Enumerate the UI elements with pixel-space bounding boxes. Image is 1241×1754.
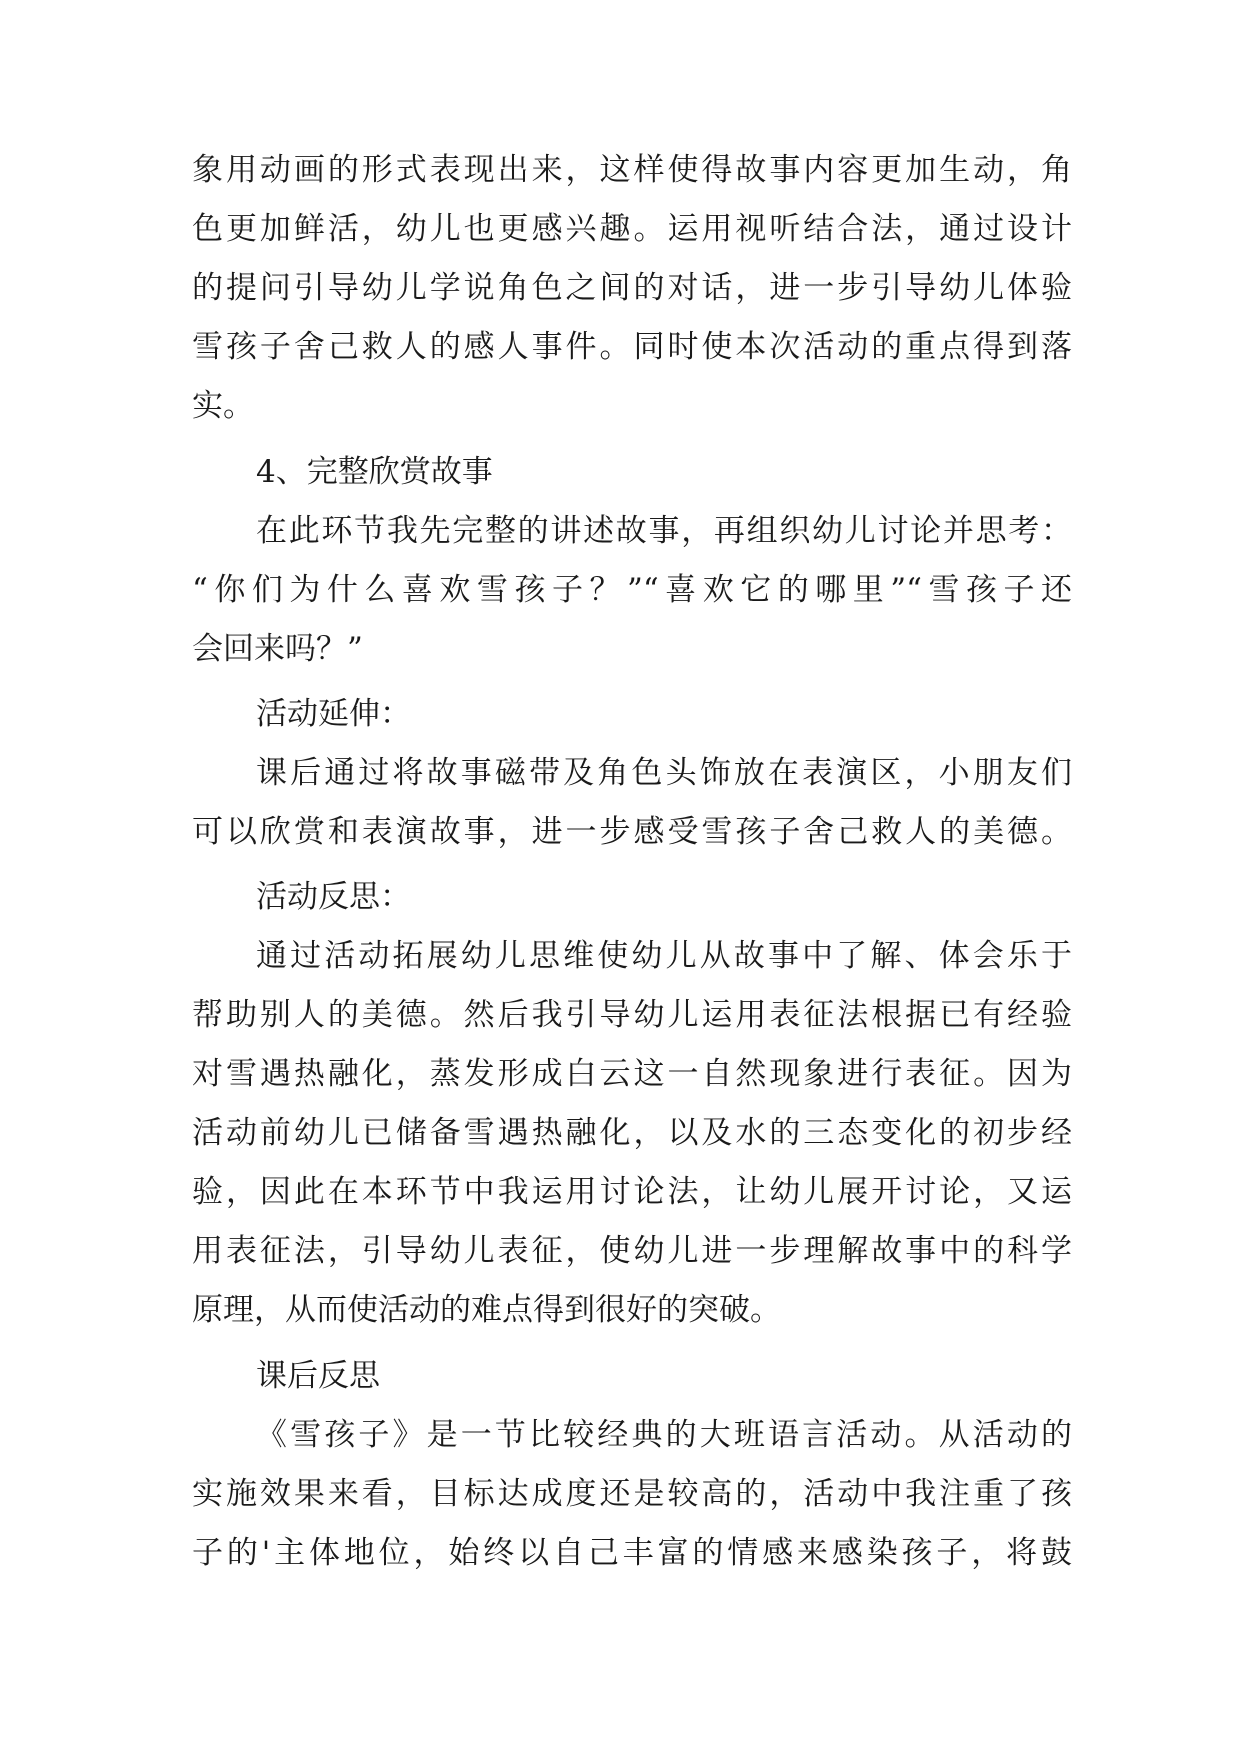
text-line: 对雪遇热融化，蒸发形成白云这一自然现象进行表征。因为 (192, 1056, 1072, 1092)
text-line: 会回来吗？” (192, 631, 363, 667)
section-heading: 活动反思： (256, 879, 411, 915)
section-heading: 课后反思 (256, 1358, 380, 1394)
text-line: 色更加鲜活，幼儿也更感兴趣。运用视听结合法，通过设计 (192, 211, 1072, 247)
text-line: 子的'主体地位，始终以自己丰富的情感来感染孩子，将鼓 (192, 1535, 1072, 1571)
text-line: 活动前幼儿已储备雪遇热融化，以及水的三态变化的初步经 (192, 1115, 1072, 1151)
text-line: 实。 (192, 388, 254, 424)
text-line: 原理，从而使活动的难点得到很好的突破。 (192, 1292, 781, 1328)
text-line: 用表征法，引导幼儿表征，使幼儿进一步理解故事中的科学 (192, 1233, 1072, 1269)
text-line: 实施效果来看，目标达成度还是较高的，活动中我注重了孩 (192, 1476, 1072, 1512)
section-heading: 4、完整欣赏故事 (256, 454, 493, 490)
text-line: 象用动画的形式表现出来，这样使得故事内容更加生动，角 (192, 152, 1072, 188)
text-line: “你们为什么喜欢雪孩子？”“喜欢它的哪里”“雪孩子还 (192, 572, 1072, 608)
text-line: 雪孩子舍己救人的感人事件。同时使本次活动的重点得到落 (192, 329, 1072, 365)
text-line: 通过活动拓展幼儿思维使幼儿从故事中了解、体会乐于 (256, 938, 1072, 974)
text-line: 帮助别人的美德。然后我引导幼儿运用表征法根据已有经验 (192, 997, 1072, 1033)
text-line: 《雪孩子》是一节比较经典的大班语言活动。从活动的 (256, 1417, 1072, 1453)
section-heading: 活动延伸： (256, 696, 411, 732)
text-line: 在此环节我先完整的讲述故事，再组织幼儿讨论并思考： (256, 513, 1072, 549)
text-line: 验，因此在本环节中我运用讨论法，让幼儿展开讨论，又运 (192, 1174, 1072, 1210)
text-line: 课后通过将故事磁带及角色头饰放在表演区，小朋友们 (256, 755, 1072, 791)
text-line: 可以欣赏和表演故事，进一步感受雪孩子舍己救人的美德。 (192, 814, 1072, 850)
text-line: 的提问引导幼儿学说角色之间的对话，进一步引导幼儿体验 (192, 270, 1072, 306)
